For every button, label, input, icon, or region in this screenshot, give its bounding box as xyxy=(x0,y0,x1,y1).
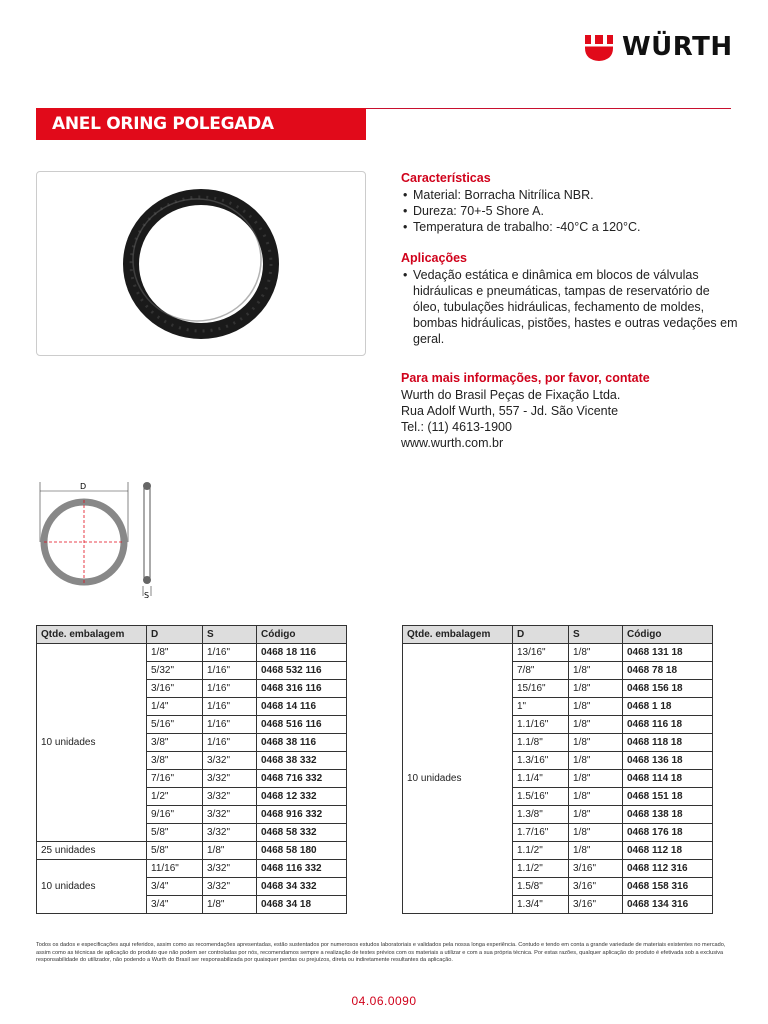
cell-code: 0468 916 332 xyxy=(257,806,347,824)
cell-s: 1/16" xyxy=(203,662,257,680)
cell-d: 1/4" xyxy=(147,698,203,716)
cell-code: 0468 138 18 xyxy=(623,806,713,824)
table-row xyxy=(37,860,347,878)
caracteristica-item: • Material: Borracha Nitrílica NBR. xyxy=(401,187,731,203)
brand-name: WÜRTH xyxy=(622,32,733,62)
cell-d: 5/8" xyxy=(147,842,203,860)
cell-s: 3/32" xyxy=(203,752,257,770)
cell-d: 1/2" xyxy=(147,788,203,806)
header-qty: Qtde. embalagem xyxy=(37,626,147,644)
caracteristicas-section xyxy=(401,170,731,235)
cell-code: 0468 34 18 xyxy=(257,896,347,914)
cell-d: 5/8" xyxy=(147,824,203,842)
cell-s: 3/16" xyxy=(569,878,623,896)
header-s: S xyxy=(203,626,257,644)
spec-table-right xyxy=(402,625,713,914)
cell-code: 0468 18 116 xyxy=(257,644,347,662)
cell-d: 7/16" xyxy=(147,770,203,788)
cell-s: 1/8" xyxy=(569,680,623,698)
cell-s: 3/32" xyxy=(203,824,257,842)
cell-code: 0468 14 116 xyxy=(257,698,347,716)
aplicacoes-heading: Aplicações xyxy=(401,251,468,265)
cell-s: 1/16" xyxy=(203,644,257,662)
header-code: Código xyxy=(623,626,713,644)
contato-heading: Para mais informações, por favor, contate xyxy=(401,371,650,385)
cell-d: 5/16" xyxy=(147,716,203,734)
cell-s: 3/32" xyxy=(203,770,257,788)
cell-d: 9/16" xyxy=(147,806,203,824)
cell-d: 3/4" xyxy=(147,878,203,896)
cell-code: 0468 114 18 xyxy=(623,770,713,788)
cell-code: 0468 12 332 xyxy=(257,788,347,806)
header-d: D xyxy=(513,626,569,644)
cell-d: 1.1/4" xyxy=(513,770,569,788)
product-code-footer: 04.06.0090 xyxy=(351,994,417,1008)
cell-code: 0468 116 18 xyxy=(623,716,713,734)
table-header-row xyxy=(37,626,347,644)
cell-s: 3/32" xyxy=(203,860,257,878)
header-d: D xyxy=(147,626,203,644)
cell-code: 0468 38 116 xyxy=(257,734,347,752)
header-s: S xyxy=(569,626,623,644)
cell-d: 13/16" xyxy=(513,644,569,662)
cell-d: 3/8" xyxy=(147,734,203,752)
cell-s: 1/8" xyxy=(569,842,623,860)
cell-code: 0468 532 116 xyxy=(257,662,347,680)
cell-code: 0468 112 316 xyxy=(623,860,713,878)
wurth-logo-icon xyxy=(584,32,614,62)
cell-qty: 10 unidades xyxy=(37,860,147,914)
cell-d: 1.5/16" xyxy=(513,788,569,806)
cell-s: 1/8" xyxy=(569,698,623,716)
cell-d: 1.1/8" xyxy=(513,734,569,752)
aplicacoes-section xyxy=(401,250,738,347)
cell-code: 0468 34 332 xyxy=(257,878,347,896)
cell-code: 0468 151 18 xyxy=(623,788,713,806)
cell-code: 0468 716 332 xyxy=(257,770,347,788)
cell-d: 7/8" xyxy=(513,662,569,680)
cell-d: 3/4" xyxy=(147,896,203,914)
cell-s: 1/8" xyxy=(569,788,623,806)
cell-code: 0468 136 18 xyxy=(623,752,713,770)
table-row xyxy=(37,644,347,662)
cell-code: 0468 112 18 xyxy=(623,842,713,860)
caracteristica-item: • Dureza: 70+-5 Shore A. xyxy=(401,203,731,219)
cell-d: 1" xyxy=(513,698,569,716)
cell-s: 1/16" xyxy=(203,734,257,752)
cell-d: 1.1/16" xyxy=(513,716,569,734)
contato-line: Rua Adolf Wurth, 557 - Jd. São Vicente xyxy=(401,404,619,418)
cell-s: 1/8" xyxy=(569,752,623,770)
cell-code: 0468 38 332 xyxy=(257,752,347,770)
legal-disclaimer: Todos os dados e especificações aqui referidos, assim como as recomendações apresentadas, estão sustentados por numerosos estudos laboratoriais e validados pela nossa longa experiência. Contudo e tendo em conta a grande variedade de materiais existentes no mercado, assim como as técnicas de aplicação do produto que não podem ser controladas por nós, recomendamos sempre a realização de testes prévios com os materiais a utilizar e com a sua própria técnica. Por estas razões, qualquer aplicação do produto é efetivada sob a exclusiva responsabilidade do utilizador, não podendo a Wurth do Brasil ser responsabilizada por quaisquer perdas ou prejuízos, direta ou indiretamente resultantes da aplicação. xyxy=(36,942,726,963)
cell-code: 0468 176 18 xyxy=(623,824,713,842)
cell-qty: 25 unidades xyxy=(37,842,147,860)
cell-code: 0468 116 332 xyxy=(257,860,347,878)
o-ring-photo xyxy=(37,172,365,355)
caracteristicas-heading: Características xyxy=(401,171,491,185)
cell-s: 1/8" xyxy=(569,824,623,842)
cell-s: 3/32" xyxy=(203,788,257,806)
cell-d: 1.7/16" xyxy=(513,824,569,842)
cell-s: 1/8" xyxy=(203,842,257,860)
cell-d: 1.3/16" xyxy=(513,752,569,770)
cell-code: 0468 131 18 xyxy=(623,644,713,662)
cell-s: 1/16" xyxy=(203,698,257,716)
cell-d: 1.3/8" xyxy=(513,806,569,824)
contato-section xyxy=(401,370,731,451)
cell-s: 3/32" xyxy=(203,878,257,896)
table-header-row xyxy=(403,626,713,644)
o-ring-dimension-diagram xyxy=(34,474,164,604)
cell-code: 0468 158 316 xyxy=(623,878,713,896)
cell-s: 3/32" xyxy=(203,806,257,824)
diagram-label-d: D xyxy=(80,482,87,491)
cell-s: 1/16" xyxy=(203,680,257,698)
table-row xyxy=(403,644,713,662)
cell-qty: 10 unidades xyxy=(403,644,513,914)
table-row xyxy=(37,842,347,860)
cell-s: 1/8" xyxy=(569,716,623,734)
header-qty: Qtde. embalagem xyxy=(403,626,513,644)
cell-d: 3/8" xyxy=(147,752,203,770)
cell-d: 1/8" xyxy=(147,644,203,662)
cell-d: 1.1/2" xyxy=(513,860,569,878)
product-photo-frame xyxy=(36,171,366,356)
cell-s: 1/8" xyxy=(569,644,623,662)
cell-code: 0468 156 18 xyxy=(623,680,713,698)
cell-code: 0468 118 18 xyxy=(623,734,713,752)
cell-d: 1.5/8" xyxy=(513,878,569,896)
aplicacao-item: • Vedação estática e dinâmica em blocos de válvulas hidráulicas e pneumáticas, tampas de reservatório de óleo, tubulações hidráulicas, fechamento de moldes, bombas hidráulicas, pistões, hastes e outras vedações em geral. xyxy=(401,267,738,347)
cell-code: 0468 316 116 xyxy=(257,680,347,698)
cell-s: 1/8" xyxy=(569,662,623,680)
cell-s: 1/8" xyxy=(569,770,623,788)
cell-d: 1.3/4" xyxy=(513,896,569,914)
cell-code: 0468 134 316 xyxy=(623,896,713,914)
header-code: Código xyxy=(257,626,347,644)
cell-s: 1/8" xyxy=(569,734,623,752)
cell-d: 3/16" xyxy=(147,680,203,698)
cell-code: 0468 516 116 xyxy=(257,716,347,734)
cell-code: 0468 58 332 xyxy=(257,824,347,842)
cell-s: 3/16" xyxy=(569,896,623,914)
wurth-logo xyxy=(584,30,734,64)
cell-s: 1/16" xyxy=(203,716,257,734)
spec-table-left xyxy=(36,625,347,914)
page-title: ANEL ORING POLEGADA xyxy=(36,108,366,140)
cell-code: 0468 58 180 xyxy=(257,842,347,860)
cell-d: 15/16" xyxy=(513,680,569,698)
website-link[interactable]: www.wurth.com.br xyxy=(401,436,504,450)
cell-code: 0468 1 18 xyxy=(623,698,713,716)
cell-s: 3/16" xyxy=(569,860,623,878)
cell-qty: 10 unidades xyxy=(37,644,147,842)
caracteristica-item: • Temperatura de trabalho: -40°C a 120°C. xyxy=(401,219,731,235)
contato-line: Tel.: (11) 4613-1900 xyxy=(401,420,512,434)
cell-s: 1/8" xyxy=(203,896,257,914)
diagram-label-s: S xyxy=(144,591,150,600)
contato-line: Wurth do Brasil Peças de Fixação Ltda. xyxy=(401,388,621,402)
cell-code: 0468 78 18 xyxy=(623,662,713,680)
cell-d: 1.1/2" xyxy=(513,842,569,860)
cell-d: 11/16" xyxy=(147,860,203,878)
cell-d: 5/32" xyxy=(147,662,203,680)
cell-s: 1/8" xyxy=(569,806,623,824)
